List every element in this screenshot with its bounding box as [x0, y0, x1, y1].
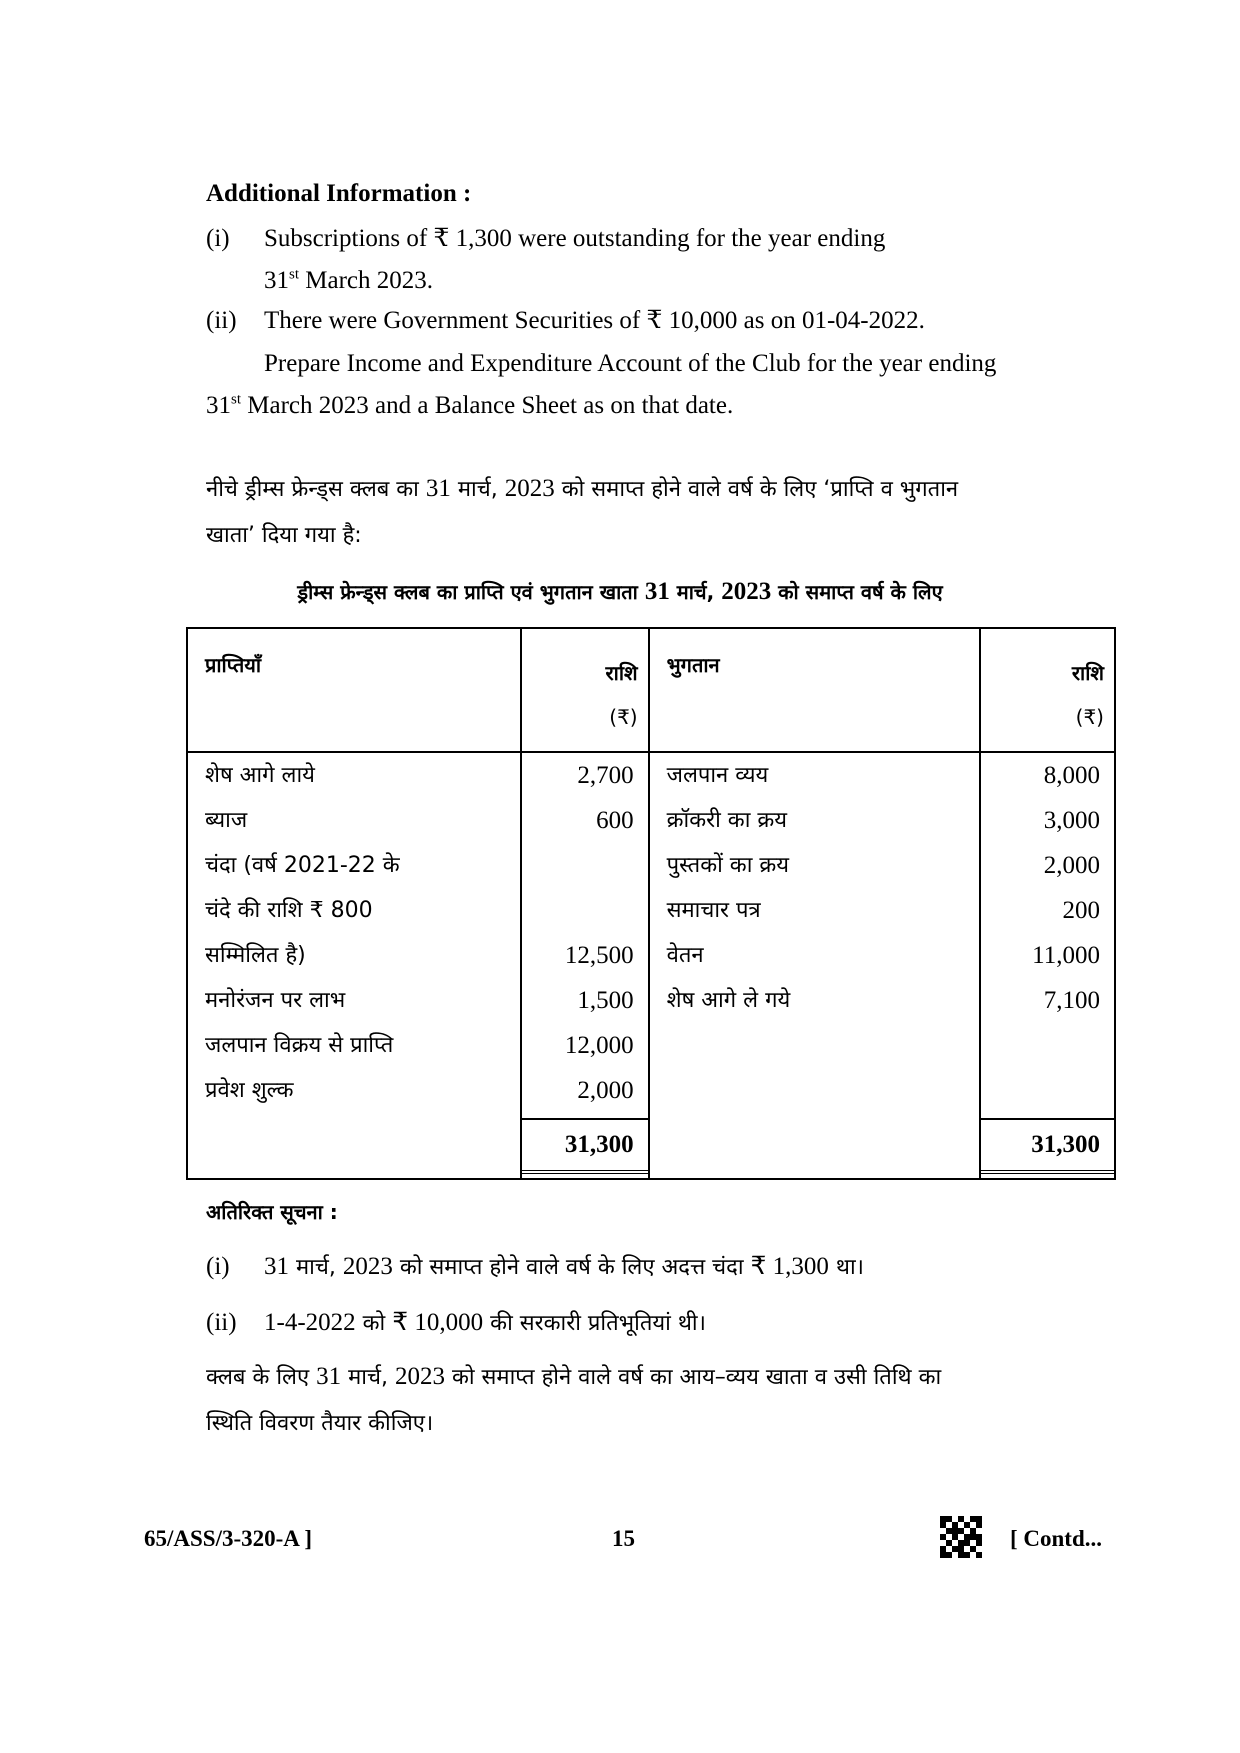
- item-text: 31 मार्च, 2023 को समाप्त होने वाले वर्ष के लिए अदत्त चंदा ₹ 1,300 था।: [264, 1253, 865, 1280]
- payment-amount: 3,000: [1043, 807, 1100, 834]
- payment-amount: 2,000: [1043, 852, 1100, 879]
- item-text: There were Government Securities of ₹ 10,000 as on 01-04-2022.: [264, 307, 925, 334]
- receipt-label: मनोरंजन पर लाभ: [205, 988, 346, 1013]
- item-number: (i): [206, 225, 230, 252]
- payment-label: क्रॉकरी का क्रय: [666, 808, 788, 833]
- item-number: (ii): [206, 1309, 237, 1336]
- receipts-labels: [187, 752, 521, 1118]
- receipt-label: ब्याज: [205, 808, 248, 833]
- receipts-amounts: [521, 752, 649, 1118]
- continued-label: [ Contd...: [1010, 1526, 1103, 1551]
- item-number: (i): [206, 1253, 230, 1280]
- receipt-amount: 12,500: [564, 942, 634, 969]
- payments-header: भुगतान: [649, 628, 980, 752]
- receipt-amount: 12,000: [564, 1032, 634, 1059]
- en-instruction: Prepare Income and Expenditure Account of the Club for the year ending 31st March 2023 and a Balance Sheet as on that date.: [206, 350, 997, 419]
- payment-label: वेतन: [666, 943, 704, 968]
- additional-info-heading: Additional Information :: [206, 180, 472, 207]
- item-text: Subscriptions of ₹ 1,300 were outstanding for the year ending 31st March 2023.: [264, 225, 886, 294]
- table-body-row: [187, 752, 1115, 1118]
- receipt-label: शेष आगे लाये: [205, 763, 315, 788]
- receipts-payments-table: [186, 627, 1116, 1180]
- receipt-label: चंदा (वर्ष 2021-22 के: [205, 853, 400, 878]
- payment-amount: 8,000: [1043, 762, 1100, 789]
- receipts-header: प्राप्तियाँ: [187, 628, 521, 752]
- hindi-instruction: क्लब के लिए 31 मार्च, 2023 को समाप्त होने वाले वर्ष का आय–व्यय खाता व उसी तिथि का स्थिति विवरण तैयार कीजिए।: [206, 1363, 942, 1436]
- hindi-info-heading: अतिरिक्त सूचना :: [206, 1200, 338, 1224]
- payment-label: जलपान व्यय: [666, 763, 769, 788]
- table-total-row: [187, 1118, 1115, 1179]
- payment-label: समाचार पत्र: [666, 898, 761, 923]
- receipt-label: जलपान विक्रय से प्राप्ति: [205, 1033, 394, 1058]
- payment-label: शेष आगे ले गये: [666, 988, 791, 1013]
- qr-code-icon: [940, 1516, 982, 1558]
- receipt-label: प्रवेश शुल्क: [205, 1078, 294, 1103]
- receipt-label: चंदे की राशि ₹ 800: [205, 898, 373, 923]
- receipt-amount: [522, 843, 648, 888]
- page-number: 15: [612, 1526, 635, 1551]
- table-title: ड्रीम्स फ्रेन्ड्स क्लब का प्राप्ति एवं भुगतान खाता 31 मार्च, 2023 को समाप्त वर्ष के लिए: [297, 578, 943, 605]
- payments-labels: [649, 752, 980, 1118]
- item-text: 1-4-2022 को ₹ 10,000 की सरकारी प्रतिभूतियां थी।: [264, 1309, 706, 1336]
- receipt-amount: 2,700: [577, 762, 634, 789]
- item-number: (ii): [206, 307, 237, 334]
- receipt-amount: 1,500: [577, 987, 634, 1014]
- receipt-amount: 600: [596, 807, 634, 834]
- payment-amount: 200: [1062, 897, 1100, 924]
- payment-amount: 11,000: [1032, 942, 1100, 969]
- payments-amount-header: राशि (₹): [980, 628, 1115, 752]
- payment-label: पुस्तकों का क्रय: [666, 853, 790, 878]
- receipts-amount-header: राशि (₹): [521, 628, 649, 752]
- receipts-total: 31,300: [522, 1118, 648, 1174]
- payment-amount: 7,100: [1043, 987, 1100, 1014]
- table-header-row: [187, 628, 1115, 752]
- receipt-label: सम्मिलित है): [205, 943, 306, 968]
- payments-amounts: [980, 752, 1115, 1118]
- receipt-amount: [522, 888, 648, 933]
- paper-code: 65/ASS/3-320-A ]: [144, 1526, 313, 1551]
- hindi-intro: नीचे ड्रीम्स फ्रेन्ड्स क्लब का 31 मार्च, 2023 को समाप्त होने वाले वर्ष के लिए ‘प्राप्ति व भुगतान खाता’ दिया गया है:: [206, 475, 959, 548]
- payments-total: 31,300: [981, 1118, 1114, 1174]
- receipt-amount: 2,000: [577, 1077, 634, 1104]
